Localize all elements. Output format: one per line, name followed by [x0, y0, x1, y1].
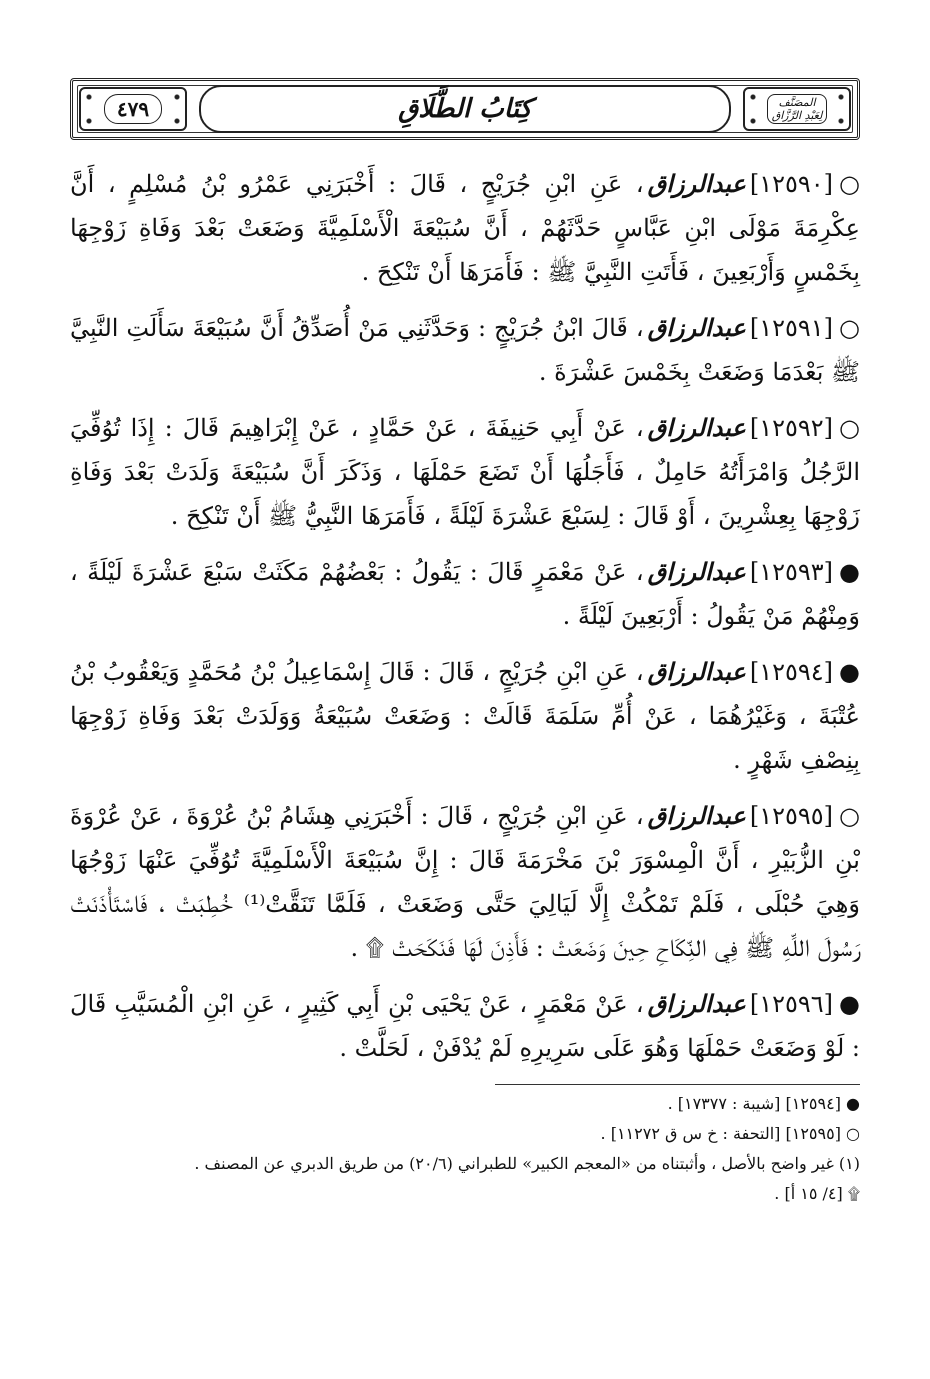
hadith-narrator: عبدالرزاق: [647, 313, 746, 342]
hadith-text: ، عَنِ ابْنِ جُرَيْجٍ ، قَالَ : أَخْبَرَنِي عَمْرُو بْنُ مُسْلِمٍ ، أَنَّ عِكْرِمَةَ مَوْلَى ابْنِ عَبَّاسٍ حَدَّثَهُمْ ، أَنَّ سُبَيْعَةَ الْأَسْلَمِيَّةَ وَضَعَتْ بَعْدَ وَفَاةِ زَوْجِهَا بِخَمْسٍ وَأَرْبَعِينَ ، فَأَتَتِ النَّبِيَّ ﷺ : فَأَمَرَهَا أَنْ تَنْكِحَ .: [70, 170, 860, 286]
hadith-marker-icon: ○: [839, 414, 860, 442]
hadith-entry: [70, 162, 860, 294]
hadith-entry: [70, 406, 860, 538]
hadith-entry: [70, 982, 860, 1070]
page-number-medallion: [79, 87, 187, 131]
hadith-marker-icon: ●: [839, 658, 860, 686]
hadith-marker-icon: ○: [839, 314, 860, 342]
hadith-narrator: عبدالرزاق: [647, 989, 746, 1018]
hadith-number: [١٢٥٩٣]: [749, 558, 834, 586]
footnote: (١) غير واضح بالأصل ، وأثبتناه من «المعجم الكبير» للطبراني (٢٠/٦) من طريق الدبري عن المصنف .: [194, 1154, 860, 1173]
hadith-entry: [70, 306, 860, 394]
hadith-text: ، عَنِ ابْنِ جُرَيْجٍ ، قَالَ : أَخْبَرَنِي هِشَامُ بْنُ عُرْوَةَ ، عَنْ عُرْوَةَ بْنِ الزُّبَيْرِ ، أَنَّ الْمِسْوَرَ بْنَ مَخْرَمَةَ قَالَ : إِنَّ سُبَيْعَةَ الْأَسْلَمِيَّةَ تُوُفِّيَ عَنْهَا زَوْجُهَا وَهِيَ حُبْلَى ، فَلَمْ تَمْكُثْ إِلَّا لَيَالِيَ حَتَّى وَضَعَتْ ، فَلَمَّا تَنَقَّتْ⁽¹⁾ خُطِبَتْ ، فَاسْتَأْذَنَتْ رَسُولَ اللَّهِ ﷺ فِي النِّكَاحِ حِينَ وَضَعَتْ : فَأَذِنَ لَهَا فَنَكَحَتْ ۩ .: [70, 802, 860, 962]
hadith-entry: [70, 550, 860, 638]
hadith-text: ، عَنْ أَبِي حَنِيفَةَ ، عَنْ حَمَّادٍ ، عَنْ إِبْرَاهِيمَ قَالَ : إِذَا تُوُفِّيَ الرَّجُلُ وَامْرَأَتُهُ حَامِلٌ ، فَأَجَلُهَا أَنْ تَضَعَ حَمْلَهَا ، وَذَكَرَ أَنَّ سُبَيْعَةَ وَلَدَتْ بَعْدَ وَفَاةِ زَوْجِهَا بِعِشْرِينَ ، أَوْ قَالَ : لِسَبْعَ عَشْرَةَ لَيْلَةً ، فَأَمَرَهَا النَّبِيُّ ﷺ أَنْ تَنْكِحَ .: [70, 414, 860, 530]
hadith-text: ، عَنِ ابْنِ جُرَيْجٍ ، قَالَ : قَالَ إِسْمَاعِيلُ بْنُ مُحَمَّدٍ وَيَعْقُوبُ بْنُ عُتْبَةَ ، وَغَيْرُهُمَا ، عَنْ أُمِّ سَلَمَةَ قَالَتْ : وَضَعَتْ سُبَيْعَةُ وَوَلَدَتْ بَعْدَ وَفَاةِ زَوْجِهَا بِنِصْفِ شَهْرٍ .: [70, 658, 860, 774]
hadith-text: ، عَنْ مَعْمَرٍ ، عَنْ يَحْيَى بْنِ أَبِي كَثِيرٍ ، عَنِ ابْنِ الْمُسَيَّبِ قَالَ : لَوْ وَضَعَتْ حَمْلَهَا وَهُوَ عَلَى سَرِيرِهِ لَمْ يُدْفَنْ ، لَحَلَّتْ .: [70, 990, 860, 1062]
hadith-list: [70, 162, 860, 1070]
page-header: [70, 78, 860, 140]
hadith-marker-icon: ●: [839, 990, 860, 1018]
footnote: ● [١٢٥٩٤] [شيبة : ١٧٣٧٧] .: [667, 1094, 860, 1113]
book-logo: [743, 87, 851, 131]
hadith-text: ، قَالَ ابْنُ جُرَيْجٍ : وَحَدَّثَنِي مَنْ أُصَدِّقُ أَنَّ سُبَيْعَةَ سَأَلَتِ النَّبِيَّ ﷺ بَعْدَمَا وَضَعَتْ بِخَمْسَ عَشْرَةَ .: [70, 314, 860, 386]
hadith-entry: [70, 650, 860, 782]
hadith-narrator: عبدالرزاق: [647, 413, 746, 442]
chapter-title-cartouche: [199, 85, 731, 133]
hadith-number: [١٢٥٩١]: [749, 314, 834, 342]
page-number: ٤٧٩: [104, 94, 162, 124]
footnotes: [70, 1089, 860, 1209]
hadith-narrator: عبدالرزاق: [647, 557, 746, 586]
hadith-entry: [70, 794, 860, 970]
hadith-marker-icon: ○: [839, 802, 860, 830]
hadith-number: [١٢٥٩٠]: [749, 170, 834, 198]
footnote: ○ [١٢٥٩٥] [التحفة : خ س ق ١١٢٧٢] .: [600, 1124, 860, 1143]
logo-line-2: لِعَبْدِ الرَّزَّاق: [771, 109, 823, 122]
hadith-number: [١٢٥٩٦]: [749, 990, 834, 1018]
book-logo-text: [767, 94, 828, 124]
chapter-title: كِتَابُ الطَّلَاقِ: [398, 94, 532, 124]
hadith-number: [١٢٥٩٤]: [749, 658, 834, 686]
logo-line-1: المصَنَّف: [778, 96, 816, 109]
hadith-marker-icon: ●: [839, 558, 860, 586]
hadith-number: [١٢٥٩٢]: [749, 414, 834, 442]
hadith-narrator: عبدالرزاق: [647, 169, 746, 198]
hadith-narrator: عبدالرزاق: [647, 801, 746, 830]
hadith-marker-icon: ○: [839, 170, 860, 198]
hadith-text: ، عَنْ مَعْمَرٍ قَالَ : يَقُولُ : بَعْضُهُمْ مَكَثَتْ سَبْعَ عَشْرَةَ لَيْلَةً ، وَمِنْهُمْ مَنْ يَقُولُ : أَرْبَعِينَ لَيْلَةً .: [70, 558, 860, 630]
footnote: ۩ [٤/ ١٥ أ] .: [774, 1184, 860, 1203]
hadith-number: [١٢٥٩٥]: [749, 802, 834, 830]
hadith-narrator: عبدالرزاق: [647, 657, 746, 686]
page: [70, 78, 860, 1209]
